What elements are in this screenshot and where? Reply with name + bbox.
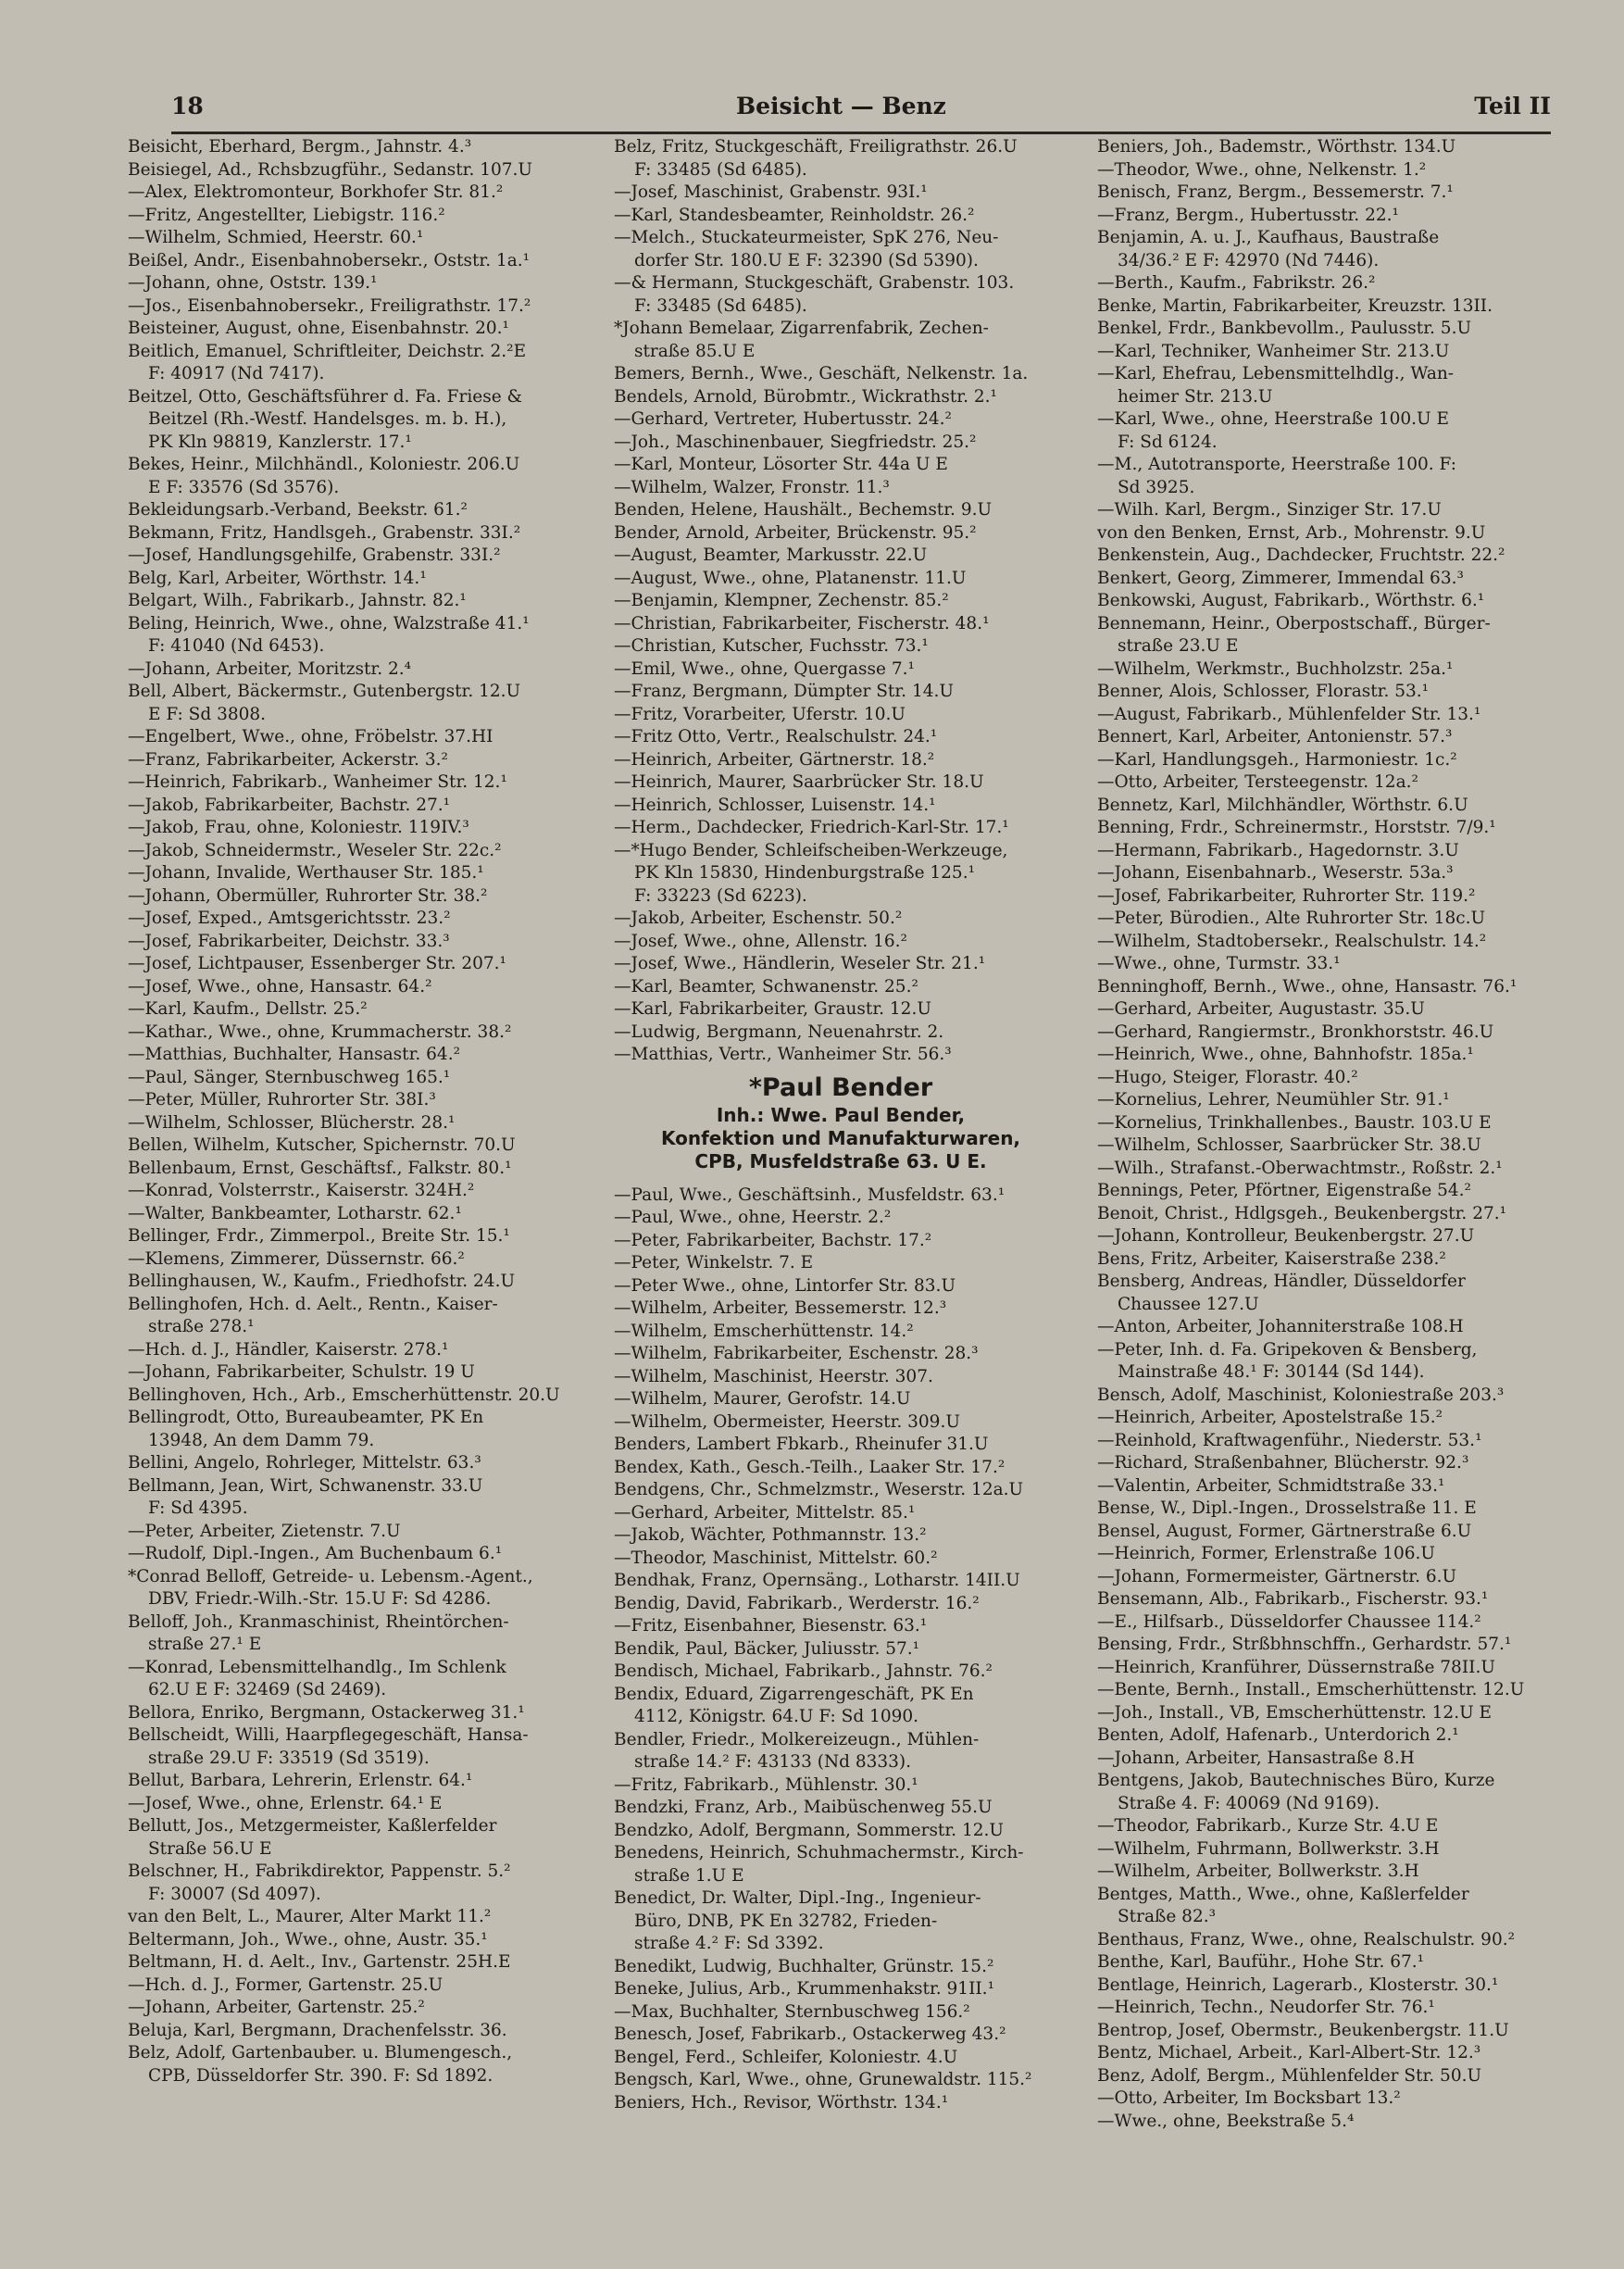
directory-entry: —Theodor, Wwe., ohne, Nelkenstr. 1.² [1097,159,1427,180]
directory-entry: —Bente, Bernh., Install., Emscherhüttenstr. 12.U [1097,1680,1525,1699]
directory-entry: —Wilhelm, Emscherhüttenstr. 14.² [614,1321,914,1341]
directory-entry: straße 4.² F: Sd 3392. [634,1934,824,1953]
directory-entry: Bellinghofen, Hch. d. Aelt., Rentn., Kaiser- [128,1294,498,1314]
directory-entry: —Fritz, Fabrikarb., Mühlenstr. 30.¹ [614,1774,918,1795]
directory-entry: Bentrop, Josef, Obermstr., Beukenbergstr. 11.U [1097,2020,1509,2040]
directory-entry: —Johann, ohne, Oststr. 139.¹ [128,273,378,293]
directory-entry: 13948, An dem Damm 79. [148,1430,375,1450]
directory-entry: —Heinrich, Fabrikarb., Wanheimer Str. 12.¹ [128,772,507,792]
directory-entry: —Walter, Bankbeamter, Lotharstr. 62.¹ [128,1203,462,1223]
directory-entry: E F: Sd 3808. [148,704,267,724]
column-1-entries [128,136,581,2087]
directory-entry: —Heinrich, Arbeiter, Gärtnerstr. 18.² [614,749,935,770]
directory-entry: Bensel, August, Former, Gärtnerstraße 6.U [1097,1521,1472,1541]
directory-entry: Bellini, Angelo, Rohrleger, Mittelstr. 63.³ [128,1453,481,1473]
directory-entry: Benden, Helene, Haushält., Bechemstr. 9.U [614,500,993,520]
column-2-entries-after-ad [614,1185,1068,2115]
directory-entry: Bellora, Enriko, Bergmann, Ostackerweg 31.¹ [128,1702,525,1723]
ad-line: Inh.: Wwe. Paul Bender, [716,1103,966,1126]
directory-entry: —Konrad, Lebensmittelhandlg., Im Schlenk [128,1657,506,1677]
directory-entry: —Fritz, Vorarbeiter, Uferstr. 10.U [614,704,906,724]
directory-entry: Beluja, Karl, Bergmann, Drachenfelsstr. 36. [128,2020,507,2040]
directory-entry: —Franz, Bergmann, Dümpter Str. 14.U [614,682,954,701]
directory-entry: —Josef, Lichtpauser, Essenberger Str. 207.¹ [128,954,506,973]
directory-entry: —Johann, Arbeiter, Hansastraße 8.H [1097,1748,1415,1768]
directory-entry: Benders, Lambert Fbkarb., Rheinufer 31.U [614,1435,989,1454]
directory-entry: —Wilhelm, Arbeiter, Bollwerkstr. 3.H [1097,1862,1419,1881]
directory-entry: —Reinhold, Kraftwagenführ., Niederstr. 53.¹ [1097,1430,1482,1450]
directory-entry: Beißel, Andr., Eisenbahnobersekr., Oststr. 1a.¹ [128,250,531,270]
directory-entry: Bennemann, Heinr., Oberpostschaff., Bürger- [1097,613,1491,633]
directory-entry: Bender, Arnold, Arbeiter, Brückenstr. 95.² [614,522,977,543]
directory-entry: —Wilhelm, Arbeiter, Bessemerstr. 12.³ [614,1298,947,1318]
directory-entry: —Heinrich, Schlosser, Luisenstr. 14.¹ [614,795,936,815]
directory-entry: —Wilhelm, Stadtobersekr., Realschulstr. 14.² [1097,931,1487,951]
directory-entry: Benisch, Franz, Bergm., Bessemerstr. 7.¹ [1097,182,1454,202]
directory-entry: Beisicht, Eberhard, Bergm., Jahnstr. 4.³ [128,137,472,157]
directory-entry: Bennert, Karl, Arbeiter, Antonienstr. 57.³ [1097,727,1453,746]
directory-entry: F: 30007 (Sd 4097). [148,1884,321,1904]
directory-entry: —Wilhelm, Fuhrmann, Bollwerkstr. 3.H [1097,1838,1440,1859]
directory-entry: —Fritz, Eisenbahner, Biesenstr. 63.¹ [614,1616,928,1636]
directory-entry: Benedens, Heinrich, Schuhmachermstr., Kirch- [614,1843,1024,1862]
directory-entry: —Kornelius, Trinkhallenbes., Baustr. 103.U E [1097,1112,1492,1133]
directory-entry: Beniers, Hch., Revisor, Wörthstr. 134.¹ [614,2092,949,2112]
directory-entry: Benkenstein, Aug., Dachdecker, Fruchtstr. 22.² [1097,545,1505,565]
directory-entry: straße 14.² F: 43133 (Nd 8333). [634,1752,912,1772]
directory-entry: 62.U E F: 32469 (Sd 2469). [148,1680,387,1699]
directory-entry: Bens, Fritz, Arbeiter, Kaiserstraße 238.² [1097,1248,1446,1269]
directory-entry: Benz, Adolf, Bergm., Mühlenfelder Str. 50.U [1097,2065,1482,2086]
directory-entry: —August, Beamter, Markusstr. 22.U [614,545,928,565]
directory-entry: —Gerhard, Rangiermstr., Bronkhorststr. 46.U [1097,1022,1494,1042]
directory-entry: Bendgens, Chr., Schmelzmstr., Weserstr. 12a.U [614,1480,1024,1499]
directory-entry: —Josef, Exped., Amtsgerichtsstr. 23.² [128,909,451,928]
directory-entry: —Paul, Sänger, Sternbuschweg 165.¹ [128,1067,451,1087]
directory-entry: F: 33485 (Sd 6485). [634,159,807,180]
directory-entry: straße 27.¹ E [148,1635,262,1654]
directory-entry: —Heinrich, Techn., Neudorfer Str. 76.¹ [1097,1998,1435,2017]
directory-entry: —Johann, Invalide, Werthauser Str. 185.¹ [128,863,484,883]
directory-entry: Belz, Adolf, Gartenbauber. u. Blumengesch., [128,2043,513,2062]
directory-entry: Benedikt, Ludwig, Buchhalter, Grünstr. 15.² [614,1956,994,1976]
directory-entry: Benning, Frdr., Schreinermstr., Horststr. 7/9.¹ [1097,818,1496,837]
directory-entry: Bennings, Peter, Pförtner, Eigenstraße 54.² [1097,1181,1471,1200]
directory-entry: straße 23.U E [1118,636,1239,656]
directory-entry: Bellmann, Jean, Wirt, Schwanenstr. 33.U [128,1475,483,1496]
directory-entry: —Wilhelm, Maschinist, Heerstr. 307. [614,1366,933,1386]
running-title: Beisicht — Benz [736,93,946,119]
directory-entry: —Fritz Otto, Vertr., Realschulstr. 24.¹ [614,727,938,746]
page-header [171,93,1551,130]
directory-entry: —Otto, Arbeiter, Im Bocksbart 13.² [1097,2088,1401,2108]
directory-entry: —Johann, Arbeiter, Moritzstr. 2.⁴ [128,658,412,679]
directory-entry: —Engelbert, Wwe., ohne, Fröbelstr. 37.HI [128,727,493,746]
directory-entry: Beltmann, H. d. Aelt., Inv., Gartenstr. 25H.E [128,1952,511,1972]
directory-entry: —Franz, Fabrikarbeiter, Ackerstr. 3.² [128,749,448,770]
directory-entry: —Anton, Arbeiter, Johanniterstraße 108.H [1097,1317,1464,1336]
directory-entry: Bendisch, Michael, Fabrikarb., Jahnstr. 76.² [614,1661,993,1681]
directory-entry: Bellscheidt, Willi, Haarpflegegeschäft, Hansa- [128,1725,529,1745]
directory-entry: Bellinghausen, W., Kaufm., Friedhofstr. 24.U [128,1272,516,1291]
directory-entry: Bendik, Paul, Bäcker, Juliusstr. 57.¹ [614,1638,920,1659]
directory-entry: Bekes, Heinr., Milchhändl., Koloniestr. 206.U [128,455,520,474]
directory-entry: —Wwe., ohne, Turmstr. 33.¹ [1097,954,1341,973]
directory-entry: —Franz, Bergm., Hubertusstr. 22.¹ [1097,205,1399,225]
directory-entry: —Joh., Maschinenbauer, Siegfriedstr. 25.² [614,432,977,452]
directory-entry: —Johann, Kontrolleur, Beukenbergstr. 27.U [1097,1226,1475,1246]
directory-entry: 4112, Königstr. 64.U F: Sd 1090. [634,1707,919,1726]
directory-entry: Bekleidungsarb.-Verband, Beekstr. 61.² [128,500,468,520]
directory-entry: —Rudolf, Dipl.-Ingen., Am Buchenbaum 6.¹ [128,1544,503,1563]
directory-entry: Beneke, Julius, Arb., Krummenhakstr. 91II.¹ [614,1979,994,1999]
directory-entry: —Karl, Fabrikarbeiter, Graustr. 12.U [614,999,931,1019]
directory-entry: —Karl, Monteur, Lösorter Str. 44a U E [614,455,948,474]
directory-entry: Benthe, Karl, Bauführ., Hohe Str. 67.¹ [1097,1952,1425,1972]
part-label: Teil II [1474,93,1551,119]
directory-entry: Beitzel, Otto, Geschäftsführer d. Fa. Friese & [128,386,523,407]
directory-entry: —Peter, Müller, Ruhrorter Str. 38I.³ [128,1090,436,1109]
directory-entry: —Melch., Stuckateurmeister, SpK 276, Neu- [614,228,999,247]
directory-entry: *Conrad Belloff, Getreide- u. Lebensm.-Agent., [128,1566,533,1586]
directory-entry: Straße 82.³ [1118,1907,1217,1926]
directory-entry: —Wilhelm, Schlosser, Saarbrücker Str. 38.U [1097,1135,1481,1155]
directory-entry: —Peter Wwe., ohne, Lintorfer Str. 83.U [614,1275,956,1296]
directory-entry: —Wilhelm, Maurer, Gerofstr. 14.U [614,1389,911,1409]
directory-entry: Beltermann, Joh., Wwe., ohne, Austr. 35.¹ [128,1929,488,1949]
directory-entry: von den Benken, Ernst, Arb., Mohrenstr. 9.U [1097,522,1486,543]
directory-entry: —Joh., Install., VB, Emscherhüttenstr. 12.U E [1097,1702,1493,1723]
directory-entry: Benthaus, Franz, Wwe., ohne, Realschulstr. 90.² [1097,1929,1516,1949]
directory-entry: straße 1.U E [634,1865,744,1886]
directory-entry: F: 33223 (Sd 6223). [634,885,807,906]
directory-entry: —Josef, Wwe., ohne, Erlenstr. 64.¹ E [128,1793,443,1813]
directory-entry: —Jos., Eisenbahnobersekr., Freiligrathstr. 17.² [128,295,531,316]
directory-entry: Beniers, Joh., Bademstr., Wörthstr. 134.U [1097,137,1456,157]
directory-entry: —Theodor, Fabrikarb., Kurze Str. 4.U E [1097,1816,1439,1836]
directory-entry: —Paul, Wwe., ohne, Heerstr. 2.² [614,1208,892,1227]
directory-entry: —Wilhelm, Obermeister, Heerstr. 309.U [614,1411,960,1432]
directory-entry: —Karl, Ehefrau, Lebensmittelhdlg., Wan- [1097,364,1455,383]
directory-entry: —Christian, Fabrikarbeiter, Fischerstr. 48.¹ [614,613,990,633]
directory-entry: Bendex, Kath., Gesch.-Teilh., Laaker Str. 17.² [614,1457,1006,1477]
directory-entry: Straße 4. F: 40069 (Nd 9169). [1118,1793,1380,1813]
directory-entry: Beitlich, Emanuel, Schriftleiter, Deichstr. 2.²E [128,341,527,361]
directory-entry: —Wilhelm, Werkmstr., Buchholzstr. 25a.¹ [1097,658,1454,679]
directory-entry: —Josef, Fabrikarbeiter, Ruhrorter Str. 119.² [1097,885,1476,906]
directory-entry: Benninghoff, Bernh., Wwe., ohne, Hansastr. 76.¹ [1097,976,1518,997]
directory-entry: Bengsch, Karl, Wwe., ohne, Grunewaldstr. 115.² [614,2070,1032,2089]
directory-entry: Bendig, David, Fabrikarb., Werderstr. 16.² [614,1593,980,1613]
directory-entry: —Peter, Bürodien., Alte Ruhrorter Str. 18c.U [1097,909,1486,928]
directory-entry: Bennetz, Karl, Milchhändler, Wörthstr. 6.U [1097,795,1468,815]
directory-entry: Bellenbaum, Ernst, Geschäftsf., Falkstr. 80.¹ [128,1158,512,1178]
directory-entry: —Wwe., ohne, Beekstraße 5.⁴ [1097,2111,1355,2131]
directory-entry: —Valentin, Arbeiter, Schmidtstraße 33.¹ [1097,1475,1445,1496]
directory-entry: —Jakob, Arbeiter, Eschenstr. 50.² [614,909,903,928]
directory-entry: Bentz, Michael, Arbeit., Karl-Albert-Str. 12.³ [1097,2043,1481,2062]
directory-entry: —Gerhard, Arbeiter, Augustastr. 35.U [1097,999,1425,1019]
directory-entry: Bendzko, Adolf, Bergmann, Sommerstr. 12.U [614,1820,1004,1840]
directory-entry: —Josef, Wwe., Händlerin, Weseler Str. 21.¹ [614,954,986,973]
directory-entry: Büro, DNB, PK En 32782, Frieden- [634,1911,938,1931]
directory-entry: —Josef, Wwe., ohne, Allenstr. 16.² [614,931,907,951]
directory-entry: Benke, Martin, Fabrikarbeiter, Kreuzstr. 13II. [1097,295,1493,316]
directory-entry: Bellutt, Jos., Metzgermeister, Kaßlerfelder [128,1816,497,1836]
directory-entry: —Peter, Inh. d. Fa. Gripekoven & Bensberg, [1097,1339,1478,1360]
directory-entry: —Jakob, Wächter, Pothmannstr. 13.² [614,1525,927,1545]
directory-entry: —Karl, Techniker, Wanheimer Str. 213.U [1097,341,1450,361]
directory-entry: —Wilhelm, Schlosser, Blücherstr. 28.¹ [128,1112,456,1133]
directory-entry: —Hch. d. J., Former, Gartenstr. 25.U [128,1974,443,1995]
directory-entry: Straße 56.U E [148,1838,272,1859]
directory-entry: —Matthias, Buchhalter, Hansastr. 64.² [128,1045,460,1064]
directory-entry: —Heinrich, Former, Erlenstraße 106.U [1097,1544,1435,1563]
column-3-entries [1097,136,1551,2133]
ad-line: Konfektion und Manufakturwaren, [660,1126,1021,1149]
ad-title: *Paul Bender [748,1072,933,1102]
directory-entry: —E., Hilfsarb., Düsseldorfer Chaussee 114.² [1097,1611,1481,1632]
directory-entry: Belz, Fritz, Stuckgeschäft, Freiligrathstr. 26.U [614,137,1018,157]
directory-entry: Benkowski, August, Fabrikarb., Wörthstr. 6.¹ [1097,591,1485,610]
directory-entry: Belgart, Wilh., Fabrikarb., Jahnstr. 82.¹ [128,591,467,610]
directory-entry: —Alex, Elektromonteur, Borkhofer Str. 81.² [128,182,504,202]
directory-entry: —Heinrich, Arbeiter, Apostelstraße 15.² [1097,1408,1443,1427]
directory-entry: Belloff, Joh., Kranmaschinist, Rheintörchen- [128,1611,509,1632]
directory-entry: —Karl, Standesbeamter, Reinholdstr. 26.² [614,205,975,225]
directory-entry: Beling, Heinrich, Wwe., ohne, Walzstraße 41.¹ [128,613,530,633]
directory-entry: Chaussee 127.U [1118,1294,1259,1314]
directory-entry: —Jakob, Fabrikarbeiter, Bachstr. 27.¹ [128,795,451,815]
directory-entry: F: Sd 6124. [1118,432,1218,452]
directory-entry: —Josef, Fabrikarbeiter, Deichstr. 33.³ [128,931,450,951]
directory-entry: straße 85.U E [634,341,756,361]
directory-entry: Bekmann, Fritz, Handlsgeh., Grabenstr. 33I.² [128,522,521,543]
directory-entry: PK Kln 98819, Kanzlerstr. 17.¹ [148,432,412,452]
directory-entry: straße 29.U F: 33519 (Sd 3519). [148,1748,430,1768]
directory-entry: —Jakob, Frau, ohne, Koloniestr. 119IV.³ [128,818,469,837]
directory-entry: —& Hermann, Stuckgeschäft, Grabenstr. 103. [614,273,1015,293]
directory-entry: DBV, Friedr.-Wilh.-Str. 15.U F: Sd 4286. [148,1589,492,1609]
directory-entry: —Johann, Obermüller, Ruhrorter Str. 38.² [128,885,488,906]
directory-entry: —M., Autotransporte, Heerstraße 100. F: [1097,455,1456,474]
directory-entry: 34/36.² E F: 42970 (Nd 7446). [1118,250,1380,270]
directory-entry: —Richard, Straßenbahner, Blücherstr. 92.³ [1097,1453,1469,1473]
directory-entry: —Johann, Arbeiter, Gartenstr. 25.² [128,1998,425,2017]
directory-entry: —Peter, Fabrikarbeiter, Bachstr. 17.² [614,1230,932,1250]
directory-entry: straße 278.¹ [148,1317,255,1336]
directory-entry: —Johann, Formermeister, Gärtnerstr. 6.U [1097,1566,1457,1586]
directory-entry: —August, Fabrikarb., Mühlenfelder Str. 13.¹ [1097,704,1481,724]
directory-entry: Bensch, Adolf, Maschinist, Koloniestraße 203.³ [1097,1385,1505,1405]
directory-entry: —Johann, Eisenbahnarb., Weserstr. 53a.³ [1097,863,1454,883]
directory-entry: —Heinrich, Kranführer, Düssernstraße 78II.U [1097,1657,1495,1677]
column-2 [614,136,1068,2257]
directory-entry: —August, Wwe., ohne, Platanenstr. 11.U [614,568,967,588]
directory-entry: Bendix, Eduard, Zigarrengeschäft, PK En [614,1684,974,1704]
column-1 [128,136,581,2257]
directory-entry: —Otto, Arbeiter, Tersteegenstr. 12a.² [1097,772,1418,792]
directory-entry: F: 33485 (Sd 6485). [634,295,807,316]
directory-entry: —Benjamin, Klempner, Zechenstr. 85.² [614,591,949,610]
directory-entry: —Emil, Wwe., ohne, Quergasse 7.¹ [614,658,915,679]
directory-entry: Benesch, Josef, Fabrikarb., Ostackerweg 43.² [614,2025,1006,2044]
directory-entry: Bellingrodt, Otto, Bureaubeamter, PK En [128,1408,484,1427]
directory-entry: Benjamin, A. u. J., Kaufhaus, Baustraße [1097,228,1440,247]
directory-entry: Benedict, Dr. Walter, Dipl.-Ing., Ingenieur- [614,1888,981,1908]
directory-entry: Bengel, Ferd., Schleifer, Koloniestr. 4.U [614,2047,958,2067]
directory-entry: PK Kln 15830, Hindenburgstraße 125.¹ [634,863,976,883]
directory-entry: —Heinrich, Maurer, Saarbrücker Str. 18.U [614,772,984,792]
directory-entry: Beisteiner, August, ohne, Eisenbahnstr. 20.¹ [128,319,509,338]
directory-entry: —Wilh., Strafanst.-Oberwachtmstr., Roßstr. 2.¹ [1097,1158,1503,1178]
directory-entry: —Heinrich, Wwe., ohne, Bahnhofstr. 185a.¹ [1097,1045,1474,1064]
directory-entry: Beisiegel, Ad., Rchsbzugführ., Sedanstr. 107.U [128,159,532,180]
directory-entry: Bendels, Arnold, Bürobmtr., Wickrathstr. 2.¹ [614,386,997,407]
directory-entry: —Jakob, Schneidermstr., Weseler Str. 22c.² [128,840,502,860]
directory-entry: —Christian, Kutscher, Fuchsstr. 73.¹ [614,636,929,656]
directory-entry: —Kornelius, Lehrer, Neumühler Str. 91.¹ [1097,1090,1450,1109]
directory-entry: Bellinger, Frdr., Zimmerpol., Breite Str. 15.¹ [128,1226,510,1246]
directory-entry: dorfer Str. 180.U E F: 32390 (Sd 5390). [634,250,979,270]
ad-line: CPB, Musfeldstraße 63. U E. [694,1149,987,1172]
directory-entry: F: Sd 4395. [148,1498,248,1518]
directory-entry: *Johann Bemelaar, Zigarrenfabrik, Zechen- [614,319,989,338]
directory-entry: Sd 3925. [1118,477,1195,497]
page-number: 18 [171,93,204,119]
directory-entry: Benten, Adolf, Hafenarb., Unterdorich 2.¹ [1097,1725,1459,1745]
directory-entry: —Klemens, Zimmerer, Düssernstr. 66.² [128,1248,465,1269]
directory-entry: Bensing, Frdr., Strßbhnschffn., Gerhardstr. 57.¹ [1097,1635,1512,1654]
directory-entry: —Peter, Arbeiter, Zietenstr. 7.U [128,1521,401,1541]
directory-entry: —Hermann, Fabrikarb., Hagedornstr. 3.U [1097,840,1459,860]
directory-entry: Bellen, Wilhelm, Kutscher, Spichernstr. 70.U [128,1135,516,1155]
directory-entry: F: 41040 (Nd 6453). [148,636,325,656]
directory-entry: Benkel, Frdr., Bankbevollm., Paulusstr. 5.U [1097,319,1472,338]
directory-entry: Bendzki, Franz, Arb., Maibüschenweg 55.U [614,1798,993,1817]
directory-entry: Bentges, Matth., Wwe., ohne, Kaßlerfelder [1097,1884,1469,1904]
directory-entry: —*Hugo Bender, Schleifscheiben-Werkzeuge, [614,840,1008,860]
directory-entry: —Paul, Wwe., Geschäftsinh., Musfeldstr. 63.¹ [614,1185,1006,1205]
directory-entry: heimer Str. 213.U [1118,386,1273,407]
directory-entry: Bense, W., Dipl.-Ingen., Drosselstraße 11. E [1097,1498,1477,1518]
directory-entry: —Wilhelm, Schmied, Heerstr. 60.¹ [128,228,424,247]
directory-entry: Beitzel (Rh.-Westf. Handelsges. m. b. H.), [148,409,507,429]
directory-entry: F: 40917 (Nd 7417). [148,364,325,383]
directory-entry: van den Belt, L., Maurer, Alter Markt 11.² [128,1907,492,1926]
directory-entry: Bemers, Bernh., Wwe., Geschäft, Nelkenstr. 1a. [614,364,1029,383]
directory-entry: —Gerhard, Arbeiter, Mittelstr. 85.¹ [614,1502,916,1523]
directory-entry: Benner, Alois, Schlosser, Florastr. 53.¹ [1097,682,1430,701]
directory-entry: —Fritz, Angestellter, Liebigstr. 116.² [128,205,445,225]
directory-entry: Bell, Albert, Bäckermstr., Gutenbergstr. 12.U [128,682,521,701]
directory-entry: —Hch. d. J., Händler, Kaiserstr. 278.¹ [128,1339,449,1360]
directory-entry: —Theodor, Maschinist, Mittelstr. 60.² [614,1548,938,1568]
directory-entry: Bentlage, Heinrich, Lagerarb., Klosterstr. 30.¹ [1097,1974,1499,1995]
directory-entry: Bensberg, Andreas, Händler, Düsseldorfer [1097,1272,1466,1291]
directory-entry: —Berth., Kaufm., Fabrikstr. 26.² [1097,273,1376,293]
directory-entry: —Johann, Fabrikarbeiter, Schulstr. 19 U [128,1362,475,1382]
directory-entry: CPB, Düsseldorfer Str. 390. F: Sd 1892. [148,2065,493,2086]
directory-entry: —Hugo, Steiger, Florastr. 40.² [1097,1067,1358,1087]
column-3 [1097,136,1551,2257]
directory-entry: —Gerhard, Vertreter, Hubertusstr. 24.² [614,409,952,429]
directory-entry: —Ludwig, Bergmann, Neuenahrstr. 2. [614,1022,944,1042]
header-rule [171,132,1551,134]
directory-entry: Bensemann, Alb., Fabrikarb., Fischerstr. 93.¹ [1097,1589,1489,1609]
directory-entry: —Karl, Beamter, Schwanenstr. 25.² [614,976,918,997]
directory-entry: Benoit, Christ., Hdlgsgeh., Beukenbergstr. 27.¹ [1097,1203,1507,1223]
directory-entry: Bellut, Barbara, Lehrerin, Erlenstr. 64.¹ [128,1771,473,1790]
directory-entry: —Josef, Wwe., ohne, Hansastr. 64.² [128,976,432,997]
directory-entry: —Peter, Winkelstr. 7. E [614,1253,814,1272]
directory-entry: —Konrad, Volsterrstr., Kaiserstr. 324H.² [128,1181,475,1200]
directory-entry: —Herm., Dachdecker, Friedrich-Karl-Str. 17.¹ [614,818,1009,837]
directory-entry: E F: 33576 (Sd 3576). [148,477,340,497]
directory-entry: Belg, Karl, Arbeiter, Wörthstr. 14.¹ [128,568,427,588]
directory-entry: —Matthias, Vertr., Wanheimer Str. 56.³ [614,1045,952,1064]
directory-entry: —Karl, Wwe., ohne, Heerstraße 100.U E [1097,409,1450,429]
directory-entry: —Karl, Kaufm., Dellstr. 25.² [128,999,368,1019]
directory-entry: —Max, Buchhalter, Sternbuschweg 156.² [614,2001,970,2022]
directory-entry: —Karl, Handlungsgeh., Harmoniestr. 1c.² [1097,749,1457,770]
directory-entry: Bendhak, Franz, Opernsäng., Lotharstr. 14II.U [614,1571,1020,1590]
advertisement-paul-bender [614,1072,1068,1173]
directory-entry: Bentgens, Jakob, Bautechnisches Büro, Kurze [1097,1771,1495,1790]
column-2-entries [614,136,1068,1067]
directory-entry: —Wilhelm, Walzer, Fronstr. 11.³ [614,477,890,497]
directory-entry: Benkert, Georg, Zimmerer, Immendal 63.³ [1097,568,1464,588]
directory-entry: —Josef, Handlungsgehilfe, Grabenstr. 33I.² [128,545,501,565]
directory-entry: Bendler, Friedr., Molkereizeugn., Mühlen- [614,1729,980,1749]
directory-entry: Bellinghoven, Hch., Arb., Emscherhüttenstr. 20.U [128,1385,560,1405]
directory-entry: Belschner, H., Fabrikdirektor, Pappenstr. 5.² [128,1862,511,1881]
directory-entry: Mainstraße 48.¹ F: 30144 (Sd 144). [1118,1362,1425,1382]
directory-entry: —Wilh. Karl, Bergm., Sinziger Str. 17.U [1097,500,1442,520]
directory-entry: —Kathar., Wwe., ohne, Krummacherstr. 38.² [128,1022,512,1042]
directory-entry: —Josef, Maschinist, Grabenstr. 93I.¹ [614,182,928,202]
directory-entry: —Wilhelm, Fabrikarbeiter, Eschenstr. 28.³ [614,1344,979,1363]
